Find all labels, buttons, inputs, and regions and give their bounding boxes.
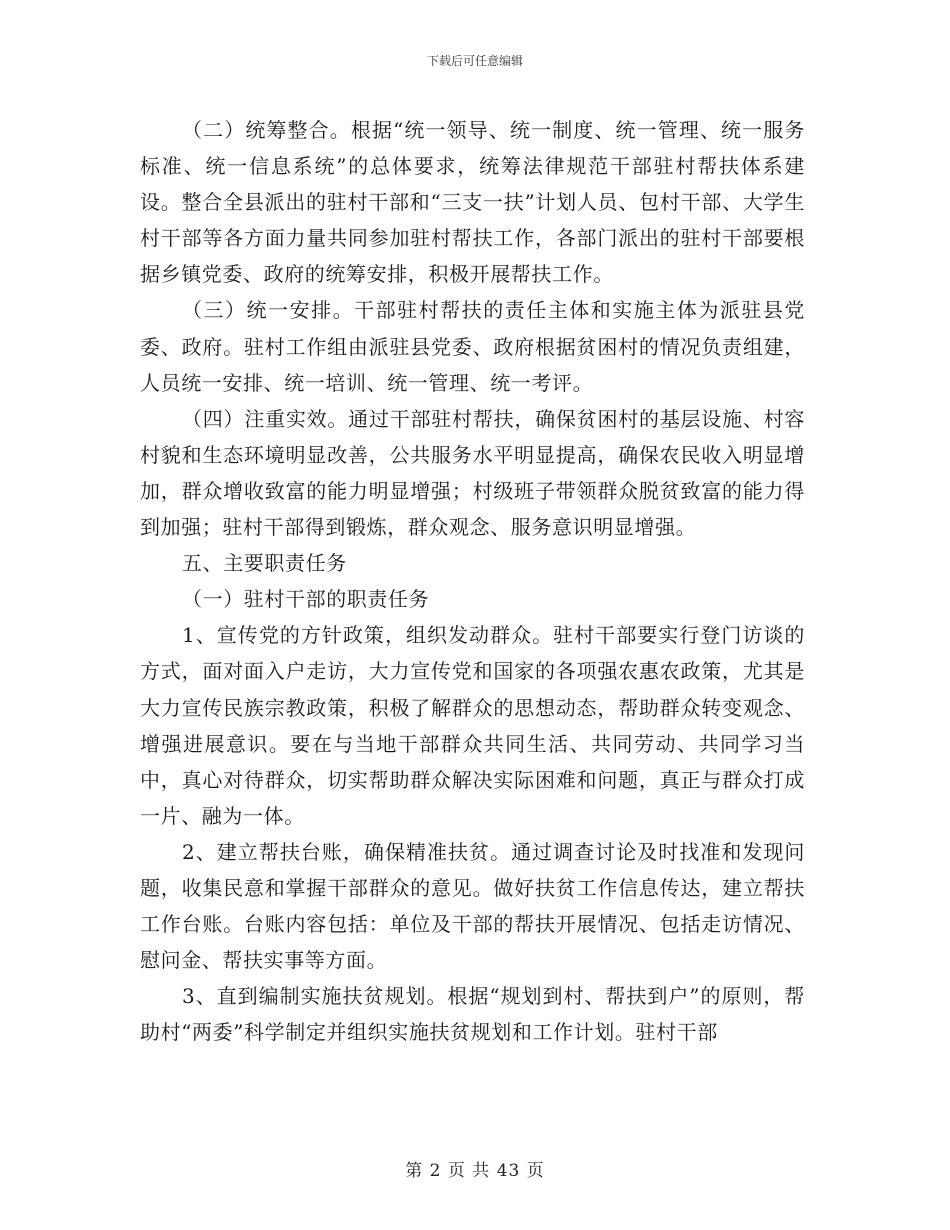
- paragraph-item-1: 1、宣传党的方针政策，组织发动群众。驻村干部要实行登门访谈的方式，面对面入户走访，大力宣传党和国家的各项强农惠农政策，尤其是大力宣传民族宗教政策，积极了解群众的思想动态，帮助群众转变观念、增强进展意识。要在与当地干部群众共同生活、共同劳动、共同学习当中，真心对待群众，切实帮助群众解决实际困难和问题，真正与群众打成一片、融为一体。: [140, 623, 805, 828]
- paragraph-item-2: 2、建立帮扶台账，确保精准扶贫。通过调查讨论及时找准和发现问题，收集民意和掌握干部群众的意见。做好扶贫工作信息传达，建立帮扶工作台账。台账内容包括：单位及干部的帮扶开展情况、包括走访情况、慰问金、帮扶实事等方面。: [140, 839, 805, 973]
- paragraph-effectiveness: （四）注重实效。通过干部驻村帮扶，确保贫困村的基层设施、村容村貌和生态环境明显改善，公共服务水平明显提高，确保农民收入明显增加，群众增收致富的能力明显增强；村级班子带领群众脱贫致富的能力得到加强；驻村干部得到锻炼，群众观念、服务意识明显增强。: [140, 406, 805, 540]
- section-heading-duties: 五、主要职责任务: [182, 551, 347, 576]
- paragraph-item-3: 3、直到编制实施扶贫规划。根据“规划到村、帮扶到户”的原则，帮助村“两委”科学制定并组织实施扶贫规划和工作计划。驻村干部: [140, 984, 805, 1045]
- paragraph-coordination: （二）统筹整合。根据“统一领导、统一制度、统一管理、统一服务标准、统一信息系统”的总体要求，统筹法律规范干部驻村帮扶体系建设。整合全县派出的驻村干部和“三支一扶”计划人员、包村干部、大学生村干部等各方面力量共同参加驻村帮扶工作，各部门派出的驻村干部要根据乡镇党委、政府的统筹安排，积极开展帮扶工作。: [140, 118, 805, 287]
- page-footer: 第 2 页 共 43 页: [405, 1161, 545, 1181]
- paragraph-unified-arrangement: （三）统一安排。干部驻村帮扶的责任主体和实施主体为派驻县党委、政府。驻村工作组由派驻县党委、政府根据贫困村的情况负责组建，人员统一安排、统一培训、统一管理、统一考评。: [140, 298, 805, 395]
- document-body: [140, 112, 805, 1050]
- page-header: 下载后可任意编辑: [426, 54, 523, 68]
- subsection-heading-cadre-duties: （一）驻村干部的职责任务: [182, 587, 430, 612]
